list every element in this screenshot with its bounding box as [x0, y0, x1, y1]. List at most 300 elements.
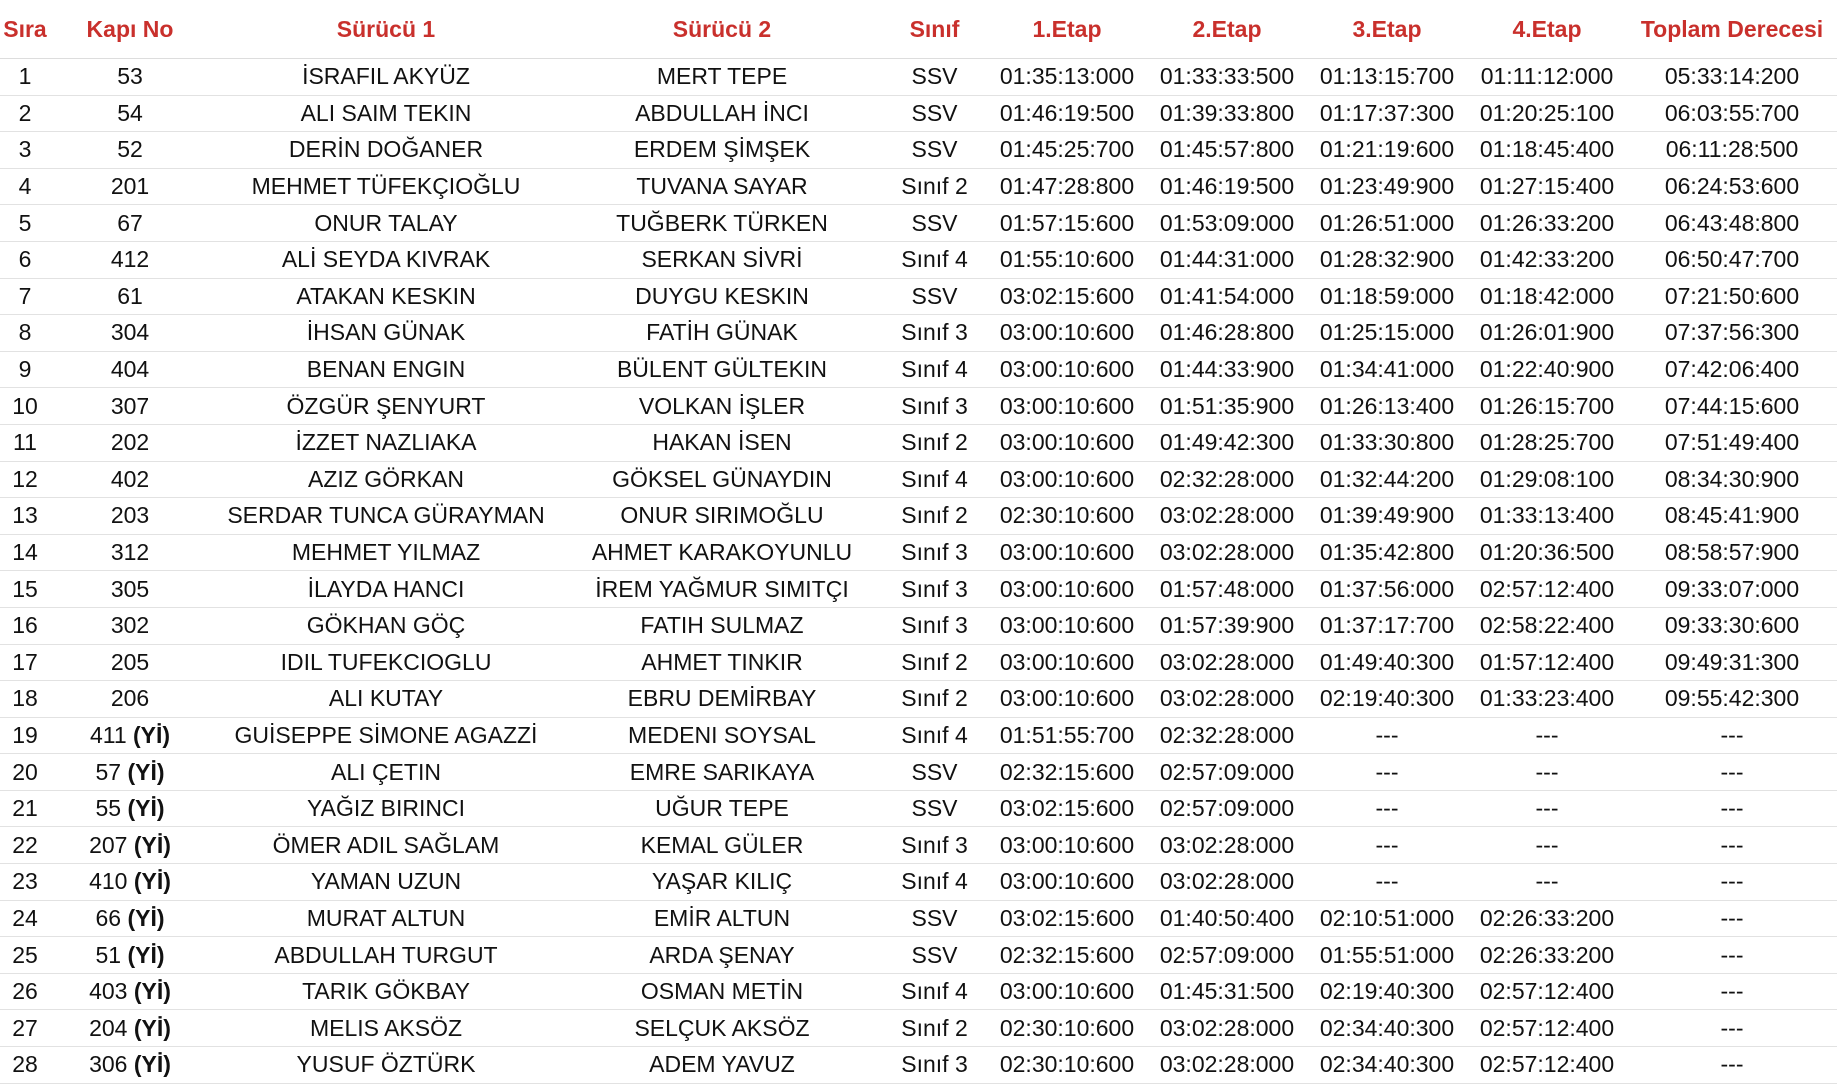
cell-door-no [50, 168, 210, 205]
cell-door-no [50, 607, 210, 644]
cell-door-no [50, 1010, 210, 1047]
cell-stage4: 01:20:25:100 [1467, 95, 1627, 132]
cell-class: Sınıf 2 [882, 424, 987, 461]
cell-driver1: YUSUF ÖZTÜRK [210, 1047, 562, 1084]
header-stage3: 3.Etap [1307, 0, 1467, 59]
cell-stage4: 01:18:45:400 [1467, 132, 1627, 169]
cell-door-no [50, 95, 210, 132]
door-number: 404 [110, 356, 150, 383]
cell-stage3: 01:28:32:900 [1307, 241, 1467, 278]
cell-class: Sınıf 4 [882, 864, 987, 901]
cell-stage2: 01:57:48:000 [1147, 571, 1307, 608]
cell-door-no [50, 241, 210, 278]
cell-stage4: 01:26:01:900 [1467, 315, 1627, 352]
cell-class: Sınıf 3 [882, 534, 987, 571]
cell-rank: 16 [0, 607, 50, 644]
cell-class: Sınıf 3 [882, 1047, 987, 1084]
cell-class: SSV [882, 95, 987, 132]
cell-stage1: 01:55:10:600 [987, 241, 1147, 278]
cell-total: 06:24:53:600 [1627, 168, 1837, 205]
door-number: 410 [89, 868, 128, 895]
cell-stage1: 03:00:10:600 [987, 315, 1147, 352]
cell-driver2: FATİH GÜNAK [562, 315, 882, 352]
cell-driver1: İHSAN GÜNAK [210, 315, 562, 352]
cell-total: --- [1627, 754, 1837, 791]
cell-driver1: YAĞIZ BIRINCI [210, 790, 562, 827]
cell-total: 08:34:30:900 [1627, 461, 1837, 498]
cell-class: Sınıf 3 [882, 315, 987, 352]
door-number: 54 [117, 99, 143, 126]
cell-stage1: 03:02:15:600 [987, 278, 1147, 315]
table-body [0, 59, 1837, 1084]
cell-driver2: ARDA ŞENAY [562, 937, 882, 974]
cell-stage3: 02:10:51:000 [1307, 900, 1467, 937]
cell-rank: 18 [0, 681, 50, 718]
cell-driver1: BENAN ENGIN [210, 351, 562, 388]
cell-stage2: 01:45:31:500 [1147, 973, 1307, 1010]
table-row [0, 498, 1837, 535]
cell-stage1: 03:00:10:600 [987, 827, 1147, 864]
cell-total: --- [1627, 973, 1837, 1010]
cell-stage2: 03:02:28:000 [1147, 1047, 1307, 1084]
cell-stage1: 03:00:10:600 [987, 973, 1147, 1010]
cell-driver2: ONUR SIRIMOĞLU [562, 498, 882, 535]
yi-tag: (Yİ) [133, 1014, 171, 1041]
cell-driver2: KEMAL GÜLER [562, 827, 882, 864]
cell-total: 09:33:07:000 [1627, 571, 1837, 608]
cell-class: Sınıf 2 [882, 681, 987, 718]
cell-driver1: IDIL TUFEKCIOGLU [210, 644, 562, 681]
cell-stage2: 02:57:09:000 [1147, 937, 1307, 974]
cell-stage2: 02:32:28:000 [1147, 717, 1307, 754]
cell-driver2: SELÇUK AKSÖZ [562, 1010, 882, 1047]
cell-stage2: 02:32:28:000 [1147, 461, 1307, 498]
cell-stage2: 03:02:28:000 [1147, 498, 1307, 535]
cell-class: Sınıf 3 [882, 571, 987, 608]
cell-stage2: 01:40:50:400 [1147, 900, 1307, 937]
cell-driver1: MURAT ALTUN [210, 900, 562, 937]
cell-driver2: ERDEM ŞİMŞEK [562, 132, 882, 169]
cell-class: SSV [882, 278, 987, 315]
cell-stage3: --- [1307, 754, 1467, 791]
cell-class: Sınıf 4 [882, 973, 987, 1010]
cell-door-no [50, 973, 210, 1010]
cell-class: Sınıf 4 [882, 461, 987, 498]
cell-total: --- [1627, 900, 1837, 937]
table-row [0, 534, 1837, 571]
cell-rank: 11 [0, 424, 50, 461]
cell-total: 08:45:41:900 [1627, 498, 1837, 535]
cell-stage1: 02:32:15:600 [987, 754, 1147, 791]
cell-stage4: 02:57:12:400 [1467, 1047, 1627, 1084]
cell-stage2: 03:02:28:000 [1147, 1010, 1307, 1047]
cell-class: Sınıf 3 [882, 607, 987, 644]
cell-rank: 4 [0, 168, 50, 205]
cell-door-no [50, 424, 210, 461]
door-number: 412 [110, 246, 150, 273]
door-number: 202 [110, 429, 150, 456]
cell-rank: 23 [0, 864, 50, 901]
table-row [0, 607, 1837, 644]
cell-stage1: 03:00:10:600 [987, 424, 1147, 461]
cell-stage1: 01:57:15:600 [987, 205, 1147, 242]
cell-stage3: 02:34:40:300 [1307, 1047, 1467, 1084]
cell-stage1: 03:00:10:600 [987, 681, 1147, 718]
cell-driver1: ALI SAIM TEKIN [210, 95, 562, 132]
table-row [0, 168, 1837, 205]
cell-stage1: 02:30:10:600 [987, 498, 1147, 535]
cell-stage1: 02:30:10:600 [987, 1010, 1147, 1047]
cell-rank: 28 [0, 1047, 50, 1084]
cell-driver2: EMRE SARIKAYA [562, 754, 882, 791]
cell-total: --- [1627, 1010, 1837, 1047]
cell-class: Sınıf 4 [882, 241, 987, 278]
cell-stage1: 03:00:10:600 [987, 571, 1147, 608]
door-number: 302 [110, 612, 150, 639]
table-row [0, 424, 1837, 461]
header-driver1: Sürücü 1 [210, 0, 562, 59]
cell-stage3: 01:39:49:900 [1307, 498, 1467, 535]
cell-class: Sınıf 3 [882, 827, 987, 864]
cell-stage2: 01:44:33:900 [1147, 351, 1307, 388]
cell-rank: 13 [0, 498, 50, 535]
cell-rank: 5 [0, 205, 50, 242]
table-row [0, 864, 1837, 901]
door-number: 304 [110, 319, 150, 346]
door-number: 203 [110, 502, 150, 529]
cell-stage2: 01:51:35:900 [1147, 388, 1307, 425]
cell-total: 09:49:31:300 [1627, 644, 1837, 681]
door-number: 55 [95, 795, 122, 822]
cell-stage2: 03:02:28:000 [1147, 644, 1307, 681]
header-stage1: 1.Etap [987, 0, 1147, 59]
cell-stage2: 02:57:09:000 [1147, 790, 1307, 827]
cell-driver2: TUĞBERK TÜRKEN [562, 205, 882, 242]
cell-driver2: EBRU DEMİRBAY [562, 681, 882, 718]
cell-class: SSV [882, 790, 987, 827]
table-row [0, 973, 1837, 1010]
cell-stage2: 03:02:28:000 [1147, 534, 1307, 571]
yi-tag: (Yİ) [133, 1051, 171, 1078]
cell-total: 09:33:30:600 [1627, 607, 1837, 644]
cell-driver1: ATAKAN KESKIN [210, 278, 562, 315]
table-row [0, 1047, 1837, 1084]
cell-class: SSV [882, 205, 987, 242]
cell-stage3: 01:18:59:000 [1307, 278, 1467, 315]
cell-door-no [50, 498, 210, 535]
cell-driver1: AZIZ GÖRKAN [210, 461, 562, 498]
table-row [0, 644, 1837, 681]
cell-stage3: 01:35:42:800 [1307, 534, 1467, 571]
table-row [0, 717, 1837, 754]
cell-driver1: MEHMET YILMAZ [210, 534, 562, 571]
cell-stage3: 01:23:49:900 [1307, 168, 1467, 205]
cell-class: Sınıf 4 [882, 351, 987, 388]
cell-driver2: TUVANA SAYAR [562, 168, 882, 205]
cell-stage1: 03:00:10:600 [987, 644, 1147, 681]
header-door-no: Kapı No [50, 0, 210, 59]
cell-class: SSV [882, 754, 987, 791]
cell-stage2: 03:02:28:000 [1147, 681, 1307, 718]
cell-rank: 7 [0, 278, 50, 315]
cell-stage1: 01:51:55:700 [987, 717, 1147, 754]
table-row [0, 790, 1837, 827]
cell-stage3: --- [1307, 864, 1467, 901]
table-row [0, 571, 1837, 608]
cell-driver1: ALI KUTAY [210, 681, 562, 718]
cell-stage1: 01:35:13:000 [987, 59, 1147, 96]
cell-door-no [50, 900, 210, 937]
door-number: 206 [110, 685, 150, 712]
cell-stage4: --- [1467, 864, 1627, 901]
cell-stage1: 03:00:10:600 [987, 461, 1147, 498]
cell-driver2: HAKAN İSEN [562, 424, 882, 461]
cell-rank: 3 [0, 132, 50, 169]
cell-stage4: 02:57:12:400 [1467, 571, 1627, 608]
cell-stage4: 02:57:12:400 [1467, 1010, 1627, 1047]
cell-stage3: 01:34:41:000 [1307, 351, 1467, 388]
cell-rank: 9 [0, 351, 50, 388]
cell-stage3: --- [1307, 827, 1467, 864]
door-number: 53 [117, 63, 143, 90]
cell-total: 08:58:57:900 [1627, 534, 1837, 571]
cell-driver2: OSMAN METİN [562, 973, 882, 1010]
yi-tag: (Yİ) [133, 721, 171, 748]
door-number: 305 [110, 575, 150, 602]
cell-door-no [50, 388, 210, 425]
table-row [0, 59, 1837, 96]
cell-rank: 24 [0, 900, 50, 937]
cell-stage4: 02:58:22:400 [1467, 607, 1627, 644]
cell-stage1: 03:02:15:600 [987, 790, 1147, 827]
cell-total: 06:11:28:500 [1627, 132, 1837, 169]
cell-stage3: 01:55:51:000 [1307, 937, 1467, 974]
table-row [0, 132, 1837, 169]
cell-stage4: --- [1467, 827, 1627, 864]
cell-driver2: AHMET TINKIR [562, 644, 882, 681]
cell-door-no [50, 132, 210, 169]
cell-driver1: TARIK GÖKBAY [210, 973, 562, 1010]
door-number: 403 [89, 978, 128, 1005]
cell-stage1: 01:45:25:700 [987, 132, 1147, 169]
cell-rank: 17 [0, 644, 50, 681]
cell-rank: 12 [0, 461, 50, 498]
cell-door-no [50, 571, 210, 608]
cell-driver1: ÖZGÜR ŞENYURT [210, 388, 562, 425]
cell-class: Sınıf 4 [882, 717, 987, 754]
door-number: 204 [89, 1014, 128, 1041]
cell-door-no [50, 864, 210, 901]
cell-stage2: 01:53:09:000 [1147, 205, 1307, 242]
cell-driver2: İREM YAĞMUR SIMITÇI [562, 571, 882, 608]
cell-driver2: EMİR ALTUN [562, 900, 882, 937]
yi-tag: (Yİ) [133, 978, 171, 1005]
door-number: 312 [110, 539, 150, 566]
cell-door-no [50, 59, 210, 96]
yi-tag: (Yİ) [127, 795, 165, 822]
cell-stage3: 01:32:44:200 [1307, 461, 1467, 498]
cell-stage3: 01:37:17:700 [1307, 607, 1467, 644]
table-row [0, 461, 1837, 498]
cell-total: --- [1627, 864, 1837, 901]
cell-stage3: 01:26:13:400 [1307, 388, 1467, 425]
table-row [0, 937, 1837, 974]
cell-driver1: İZZET NAZLIAKA [210, 424, 562, 461]
cell-stage3: --- [1307, 790, 1467, 827]
cell-stage4: 02:26:33:200 [1467, 937, 1627, 974]
table-row [0, 754, 1837, 791]
cell-stage2: 01:41:54:000 [1147, 278, 1307, 315]
cell-stage2: 01:45:57:800 [1147, 132, 1307, 169]
cell-door-no [50, 278, 210, 315]
cell-total: 09:55:42:300 [1627, 681, 1837, 718]
cell-stage3: 01:37:56:000 [1307, 571, 1467, 608]
cell-driver1: GUİSEPPE SİMONE AGAZZİ [210, 717, 562, 754]
header-class: Sınıf [882, 0, 987, 59]
cell-door-no [50, 205, 210, 242]
cell-driver2: MEDENI SOYSAL [562, 717, 882, 754]
cell-stage3: 01:49:40:300 [1307, 644, 1467, 681]
cell-class: Sınıf 2 [882, 168, 987, 205]
cell-stage2: 01:44:31:000 [1147, 241, 1307, 278]
cell-total: --- [1627, 717, 1837, 754]
cell-total: 07:51:49:400 [1627, 424, 1837, 461]
yi-tag: (Yİ) [133, 868, 171, 895]
cell-stage3: 02:19:40:300 [1307, 973, 1467, 1010]
cell-door-no [50, 681, 210, 718]
cell-stage4: --- [1467, 790, 1627, 827]
table-row [0, 827, 1837, 864]
cell-door-no [50, 827, 210, 864]
cell-stage2: 01:46:28:800 [1147, 315, 1307, 352]
cell-class: SSV [882, 937, 987, 974]
cell-total: 06:50:47:700 [1627, 241, 1837, 278]
cell-door-no [50, 315, 210, 352]
cell-stage4: 01:27:15:400 [1467, 168, 1627, 205]
table-row [0, 95, 1837, 132]
cell-driver2: FATIH SULMAZ [562, 607, 882, 644]
yi-tag: (Yİ) [127, 941, 165, 968]
cell-driver2: YAŞAR KILIÇ [562, 864, 882, 901]
cell-stage3: 02:34:40:300 [1307, 1010, 1467, 1047]
door-number: 201 [110, 173, 150, 200]
cell-stage3: --- [1307, 717, 1467, 754]
cell-driver1: DERİN DOĞANER [210, 132, 562, 169]
cell-driver1: ALI ÇETIN [210, 754, 562, 791]
cell-driver2: VOLKAN İŞLER [562, 388, 882, 425]
cell-driver1: ABDULLAH TURGUT [210, 937, 562, 974]
cell-driver2: ABDULLAH İNCI [562, 95, 882, 132]
cell-driver2: AHMET KARAKOYUNLU [562, 534, 882, 571]
cell-driver1: YAMAN UZUN [210, 864, 562, 901]
door-number: 61 [117, 282, 143, 309]
cell-rank: 20 [0, 754, 50, 791]
cell-rank: 2 [0, 95, 50, 132]
cell-stage4: --- [1467, 754, 1627, 791]
cell-driver1: GÖKHAN GÖÇ [210, 607, 562, 644]
cell-total: --- [1627, 790, 1837, 827]
cell-stage4: 02:26:33:200 [1467, 900, 1627, 937]
door-number: 205 [110, 648, 150, 675]
cell-stage3: 01:33:30:800 [1307, 424, 1467, 461]
cell-stage2: 01:49:42:300 [1147, 424, 1307, 461]
cell-total: 07:42:06:400 [1627, 351, 1837, 388]
cell-stage3: 02:19:40:300 [1307, 681, 1467, 718]
header-stage2: 2.Etap [1147, 0, 1307, 59]
cell-driver1: SERDAR TUNCA GÜRAYMAN [210, 498, 562, 535]
cell-stage1: 03:00:10:600 [987, 534, 1147, 571]
cell-class: Sınıf 2 [882, 644, 987, 681]
cell-stage3: 01:25:15:000 [1307, 315, 1467, 352]
cell-stage2: 01:57:39:900 [1147, 607, 1307, 644]
header-rank: Sıra [0, 0, 50, 59]
cell-driver1: ONUR TALAY [210, 205, 562, 242]
door-number: 57 [95, 758, 122, 785]
cell-stage2: 01:46:19:500 [1147, 168, 1307, 205]
cell-rank: 15 [0, 571, 50, 608]
cell-stage4: 01:42:33:200 [1467, 241, 1627, 278]
cell-driver2: ADEM YAVUZ [562, 1047, 882, 1084]
cell-class: SSV [882, 59, 987, 96]
cell-door-no [50, 790, 210, 827]
cell-stage4: 01:22:40:900 [1467, 351, 1627, 388]
cell-rank: 26 [0, 973, 50, 1010]
cell-class: Sınıf 2 [882, 1010, 987, 1047]
door-number: 207 [89, 831, 128, 858]
table-header [0, 0, 1837, 59]
cell-stage1: 03:00:10:600 [987, 388, 1147, 425]
cell-stage2: 02:57:09:000 [1147, 754, 1307, 791]
cell-rank: 22 [0, 827, 50, 864]
cell-stage4: 01:29:08:100 [1467, 461, 1627, 498]
cell-class: SSV [882, 900, 987, 937]
door-number: 66 [95, 904, 122, 931]
yi-tag: (Yİ) [127, 758, 165, 785]
cell-total: 07:37:56:300 [1627, 315, 1837, 352]
cell-driver2: SERKAN SİVRİ [562, 241, 882, 278]
cell-class: Sınıf 3 [882, 388, 987, 425]
cell-rank: 14 [0, 534, 50, 571]
cell-total: 07:21:50:600 [1627, 278, 1837, 315]
cell-total: --- [1627, 827, 1837, 864]
table-row [0, 1010, 1837, 1047]
cell-stage3: 01:17:37:300 [1307, 95, 1467, 132]
table-row [0, 388, 1837, 425]
table-row [0, 241, 1837, 278]
cell-driver1: ALİ SEYDA KIVRAK [210, 241, 562, 278]
cell-rank: 19 [0, 717, 50, 754]
door-number: 52 [117, 136, 143, 163]
cell-stage2: 03:02:28:000 [1147, 864, 1307, 901]
cell-total: 07:44:15:600 [1627, 388, 1837, 425]
cell-driver1: MELIS AKSÖZ [210, 1010, 562, 1047]
door-number: 411 [89, 721, 127, 748]
cell-class: SSV [882, 132, 987, 169]
cell-total: --- [1627, 1047, 1837, 1084]
cell-driver1: MEHMET TÜFEKÇIOĞLU [210, 168, 562, 205]
table-row [0, 278, 1837, 315]
yi-tag: (Yİ) [127, 904, 165, 931]
table-row [0, 900, 1837, 937]
table-row [0, 351, 1837, 388]
door-number: 307 [110, 392, 150, 419]
cell-driver2: UĞUR TEPE [562, 790, 882, 827]
cell-driver2: BÜLENT GÜLTEKIN [562, 351, 882, 388]
cell-rank: 27 [0, 1010, 50, 1047]
cell-stage3: 01:26:51:000 [1307, 205, 1467, 242]
header-row [0, 0, 1837, 59]
cell-stage1: 02:30:10:600 [987, 1047, 1147, 1084]
